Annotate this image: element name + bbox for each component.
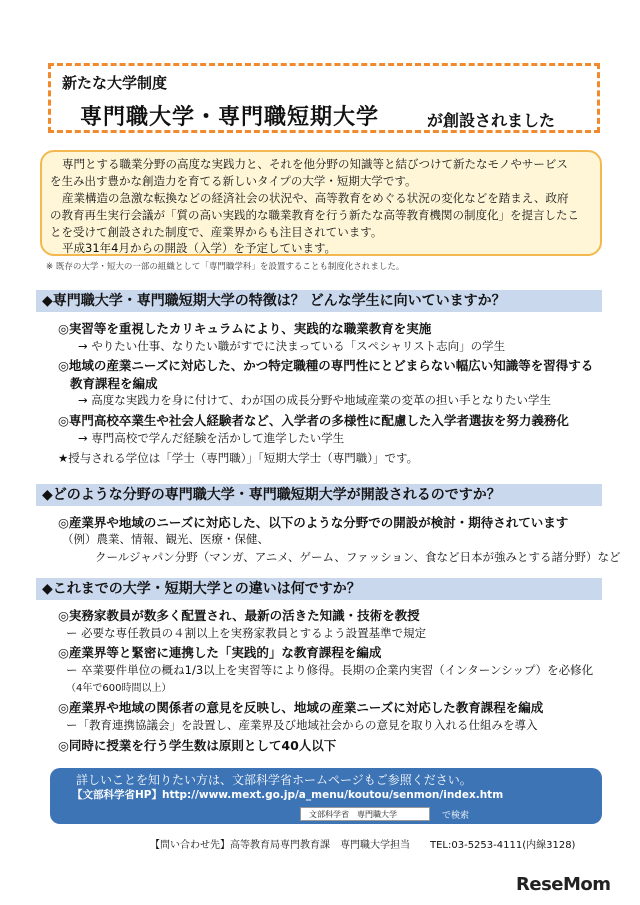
page-title-suffix: が創設されました	[427, 111, 556, 130]
intro-line: 平成31年4月からの開設（入学）を予定しています。	[62, 241, 337, 255]
bullet-heading: ◎産業界等と緊密に連携した「実践的」な教育課程を編成	[58, 645, 382, 660]
bullet-heading: 教育課程を編成	[70, 376, 158, 391]
bullet-detail: ー 必要な専任教員の４割以上を実務家教員とするよう設置基準で規定	[66, 626, 427, 640]
bullet-heading: ◎産業界や地域のニーズに対応した、以下のような分野での開設が検討・期待されています	[58, 515, 569, 530]
page-title: 専門職大学・専門職短期大学	[80, 105, 380, 130]
bullet-heading: ◎地域の産業ニーズに対応した、かつ特定職種の専門性にとどまらない幅広い知識等を習得する	[58, 358, 594, 373]
bullet-detail: → 高度な実践力を身に付けて、わが国の成長分野や地域産業の変革の担い手となりたい学生	[78, 393, 552, 407]
intro-line: 専門とする職業分野の高度な実践力と、それを他分野の知識等と結びつけて新たなモノやサービス	[62, 157, 568, 171]
bullet-detail: → やりたい仕事、なりたい職がすでに決まっている「スペシャリスト志向」の学生	[78, 339, 506, 353]
intro-line: 産業構造の急激な転換などの経済社会の状況や、高等教育をめぐる状況の変化などを踏まえ、政府	[62, 191, 569, 205]
bullet-detail: （例）農業、情報、観光、医療・保健、	[62, 532, 269, 546]
bullet-heading: ◎産業界や地域の関係者の意見を反映し、地域の産業ニーズに対応した教育課程を編成	[58, 700, 544, 715]
section-heading: ◆専門職大学・専門職短期大学の特徴は？ どんな学生に向いていますか？	[36, 290, 602, 312]
subtitle: 新たな大学制度	[62, 74, 168, 92]
bullet-heading: ◎実習等を重視したカリキュラムにより、実践的な職業教育を実施	[58, 321, 432, 336]
bullet-detail: クールジャパン分野（マンガ、アニメ、ゲーム、ファッション、食など日本が強みとする諸分野）など	[95, 550, 621, 564]
bullet-detail: （4年で600時間以上）	[66, 683, 172, 694]
resemom-logo: ReseMom	[516, 874, 611, 895]
bullet-detail: ー 卒業要件単位の概ね1/3以上を実習等により修得。長期の企業内実習（インターンシップ）を必修化	[66, 663, 594, 677]
intro-line: とを受けて創設された制度で、産業界からも注目されています。	[50, 225, 383, 239]
search-keyword-box: 文部科学省 専門職大学	[300, 807, 430, 821]
degree-note: ★授与される学位は「学士（専門職）」「短期大学士（専門職）」です。	[58, 451, 419, 465]
mext-link[interactable]: 【文部科学省HP】http://www.mext.go.jp/a_menu/koutou/senmon/index.htm	[72, 789, 504, 801]
search-suffix: で検索	[442, 811, 470, 821]
intro-line: を生み出す豊かな創造力を育てる新しいタイプの大学・短期大学です。	[50, 174, 417, 188]
bullet-heading: ◎専門高校卒業生や社会人経験者など、入学者の多様性に配慮した入学者選抜を努力義務化	[58, 413, 569, 428]
footnote: ※ 既存の大学・短大の一部の組織として「専門職学科」を設置することも制度化されました。	[46, 262, 405, 272]
contact-info: 【問い合わせ先】高等教育局専門教育課 専門職大学担当 TEL:03-5253-4111(内線3128)	[150, 840, 576, 851]
bullet-heading: ◎同時に授業を行う学生数は原則として40人以下	[58, 738, 337, 753]
bullet-detail: → 専門高校で学んだ経験を活かして進学したい学生	[78, 431, 345, 445]
section-heading: ◆どのような分野の専門職大学・専門職短期大学が開設されるのですか？	[36, 484, 602, 506]
intro-line: の教育再生実行会議が「質の高い実践的な職業教育を行う新たな高等教育機関の制度化」を提言したこ	[50, 208, 579, 222]
info-text: 詳しいことを知りたい方は、文部科学省ホームページもご参照ください。	[76, 773, 472, 787]
bullet-heading: ◎実務家教員が数多く配置され、最新の活きた知識・技術を教授	[58, 608, 420, 623]
bullet-detail: ー「教育連携協議会」を設置し、産業界及び地域社会からの意見を取り入れる仕組みを導入	[66, 718, 538, 732]
section-heading: ◆これまでの大学・短期大学との違いは何ですか？	[36, 578, 602, 600]
